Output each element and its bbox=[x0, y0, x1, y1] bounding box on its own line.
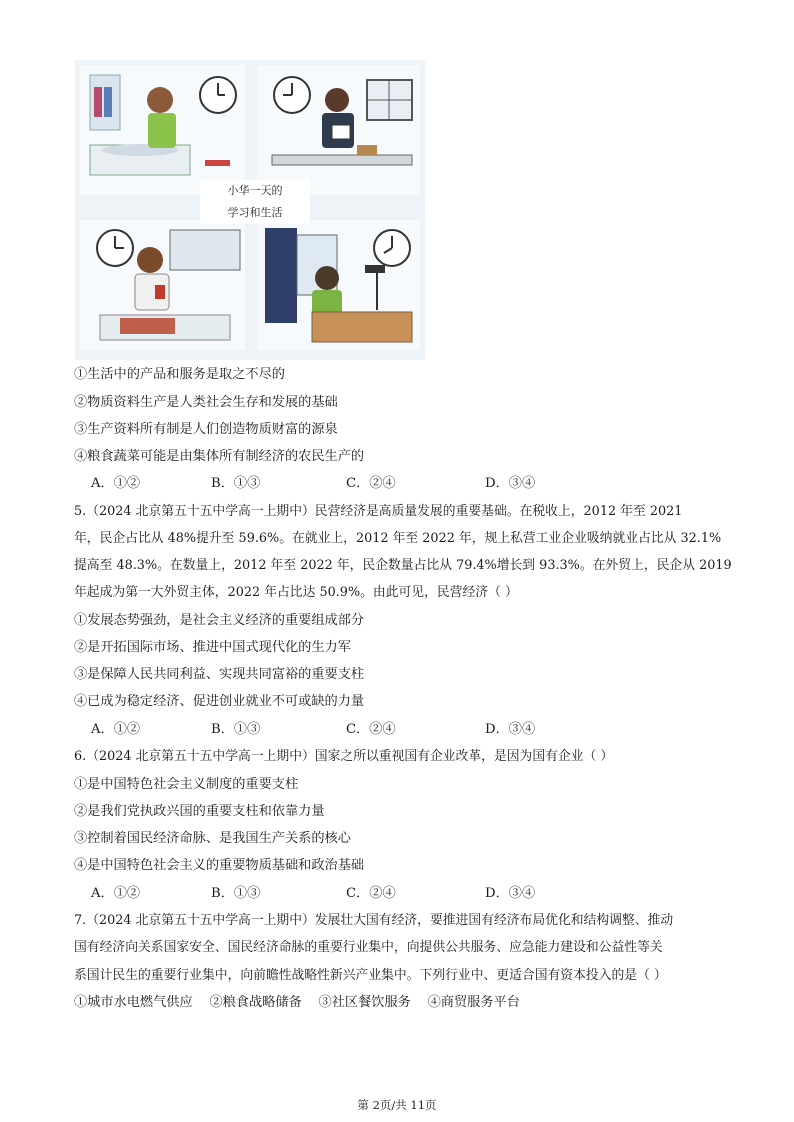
q7-stem-line-3: 系国计民生的重要行业集中，向前瞻性战略性新兴产业集中。下列行业中、更适合国有资本投入的是（ ） bbox=[74, 968, 667, 983]
q6-option-c[interactable]: C．②④ bbox=[346, 886, 396, 901]
eating-drawing bbox=[80, 220, 245, 350]
q4-item-3: ③生产资料所有制是人们创造物质财富的源泉 bbox=[74, 422, 338, 437]
q7-items: ①城市水电燃气供应 ②粮食战略储备 ③社区餐饮服务 ④商贸服务平台 bbox=[74, 995, 520, 1010]
reading-drawing bbox=[257, 65, 420, 195]
q6-option-d[interactable]: D．③④ bbox=[485, 886, 536, 901]
q5-item-1: ①发展态势强劲，是社会主义经济的重要组成部分 bbox=[74, 613, 365, 628]
q4-option-a[interactable]: A．①② bbox=[91, 476, 141, 491]
q5-item-3: ③是保障人民共同利益、实现共同富裕的重要支柱 bbox=[74, 667, 365, 682]
brushing-teeth-drawing bbox=[80, 65, 245, 195]
panel-reading-at-desk bbox=[257, 65, 420, 195]
q7-stem-line-1: 7.（2024 北京第五十五中学高一上期中）发展壮大国有经济，要推进国有经济布局优化和结构调整、推动 bbox=[74, 913, 674, 928]
q4-option-b[interactable]: B．①③ bbox=[211, 476, 261, 491]
q5-item-2: ②是开拓国际市场、推进中国式现代化的生力军 bbox=[74, 640, 351, 655]
q6-option-a[interactable]: A．①② bbox=[91, 886, 141, 901]
q5-stem-line-1: 5.（2024 北京第五十五中学高一上期中）民营经济是高质量发展的重要基础。在税收上，2012 年至 2021 bbox=[74, 504, 683, 519]
q6-option-b[interactable]: B．①③ bbox=[211, 886, 261, 901]
q5-stem-line-2: 年，民企占比从 48%提升至 59.6%。在就业上，2012 年至 2022 年，规上私营工业企业吸纳就业占比从 32.1% bbox=[74, 531, 722, 546]
illustration-xiaohua-day bbox=[75, 60, 425, 360]
caption-line-2: 学习和生活 bbox=[227, 206, 283, 219]
panel-writing-at-desk bbox=[257, 220, 420, 350]
q6-item-3: ③控制着国民经济命脉、是我国生产关系的核心 bbox=[74, 831, 351, 846]
q6-item-1: ①是中国特色社会主义制度的重要支柱 bbox=[74, 777, 299, 792]
q6-item-4: ④是中国特色社会主义的重要物质基础和政治基础 bbox=[74, 858, 365, 873]
q5-option-c[interactable]: C．②④ bbox=[346, 722, 396, 737]
q4-option-d[interactable]: D．③④ bbox=[485, 476, 536, 491]
q4-item-4: ④粮食蔬菜可能是由集体所有制经济的农民生产的 bbox=[74, 449, 365, 464]
panel-brushing-teeth bbox=[80, 65, 245, 195]
figure-caption bbox=[200, 180, 310, 224]
panel-eating-meal bbox=[80, 220, 245, 350]
q5-option-a[interactable]: A．①② bbox=[91, 722, 141, 737]
q5-option-b[interactable]: B．①③ bbox=[211, 722, 261, 737]
page-number: 第 2页/共 11页 bbox=[357, 1098, 437, 1112]
q5-item-4: ④已成为稳定经济、促进创业就业不可或缺的力量 bbox=[74, 694, 365, 709]
caption-line-1: 小华一天的 bbox=[227, 184, 283, 197]
q4-item-1: ①生活中的产品和服务是取之不尽的 bbox=[74, 367, 285, 382]
q5-stem-line-3: 提高至 48.3%。在数量上，2012 年至 2022 年，民企数量占比从 79.4%增长到 93.3%。在外贸上，民企从 2019 bbox=[74, 558, 732, 573]
writing-drawing bbox=[257, 220, 420, 350]
q6-stem: 6.（2024 北京第五十五中学高一上期中）国家之所以重视国有企业改革，是因为国有企业（ ） bbox=[74, 749, 614, 764]
q7-stem-line-2: 国有经济向关系国家安全、国民经济命脉的重要行业集中，向提供公共服务、应急能力建设和公益性等关 bbox=[74, 940, 663, 955]
q4-item-2: ②物质资料生产是人类社会生存和发展的基础 bbox=[74, 395, 338, 410]
q5-option-d[interactable]: D．③④ bbox=[485, 722, 536, 737]
q4-option-c[interactable]: C．②④ bbox=[346, 476, 396, 491]
q6-item-2: ②是我们党执政兴国的重要支柱和依靠力量 bbox=[74, 804, 325, 819]
q5-stem-line-4: 年起成为第一大外贸主体，2022 年占比达 50.9%。由此可见，民营经济（ ） bbox=[74, 585, 518, 600]
